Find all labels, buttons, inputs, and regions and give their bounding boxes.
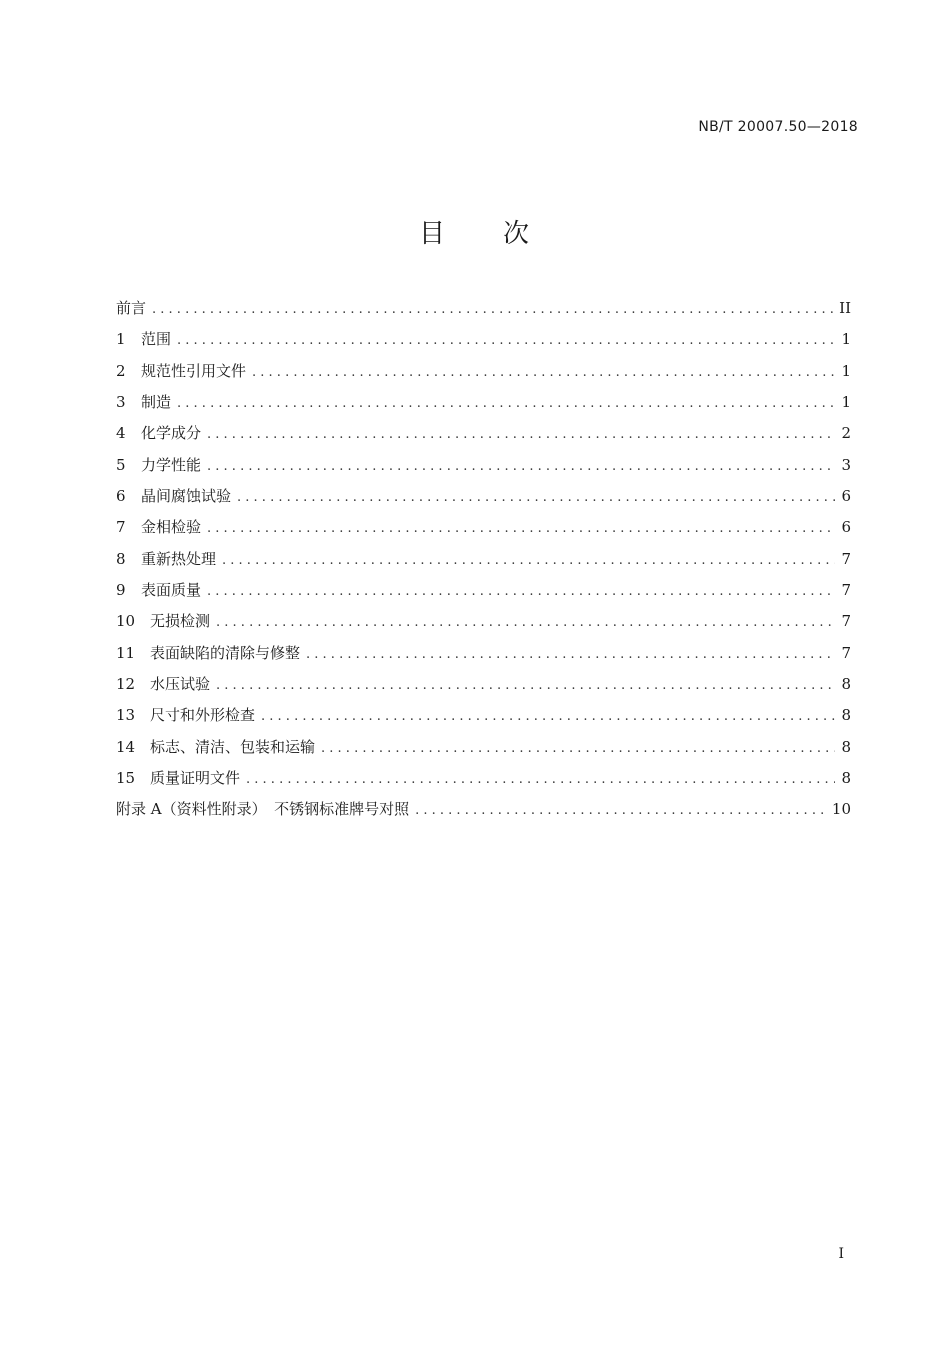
toc-item-label: 制造 [141, 392, 172, 411]
toc-item-page: 1 [841, 330, 851, 349]
toc-item-label: 尺寸和外形检查 [150, 706, 256, 725]
toc-item-foreword[interactable] [116, 293, 851, 324]
toc-item-label: 力学性能 [141, 455, 202, 474]
toc-item-normative-references[interactable] [116, 356, 851, 387]
toc-item-number: 8 [116, 549, 126, 568]
toc-item-number: 9 [116, 580, 126, 599]
dot-leader [216, 670, 835, 701]
dot-leader [207, 451, 835, 482]
dot-leader [306, 639, 835, 670]
toc-item-number: 14 [116, 737, 136, 756]
toc-item-label: 水压试验 [150, 674, 211, 693]
toc-item-intergranular-corrosion-test[interactable] [116, 481, 851, 512]
toc-item-page: 8 [841, 768, 851, 787]
dot-leader [261, 701, 835, 732]
toc-item-number: 3 [116, 392, 126, 411]
dot-leader [222, 545, 835, 576]
toc-item-page: 8 [841, 737, 851, 756]
toc-item-label: 金相检验 [141, 518, 202, 537]
toc-item-page: 3 [841, 455, 851, 474]
toc-item-number: 2 [116, 361, 126, 380]
toc-item-reheat-treatment[interactable] [116, 544, 851, 575]
toc-item-page: 10 [831, 800, 851, 819]
toc-item-manufacture[interactable] [116, 387, 851, 418]
toc-item-label: 前言 [116, 299, 147, 317]
dot-leader [177, 325, 835, 356]
toc-item-label: 无损检测 [150, 612, 211, 631]
toc-item-page: 7 [841, 549, 851, 568]
table-of-contents [116, 293, 851, 826]
toc-item-label: 标志、清洁、包装和运输 [150, 737, 316, 756]
toc-item-number: 11 [116, 643, 136, 662]
toc-item-label: 范围 [141, 330, 172, 349]
toc-item-page: 7 [841, 580, 851, 599]
dot-leader [216, 607, 835, 638]
toc-item-page: 7 [841, 612, 851, 631]
toc-item-label: 重新热处理 [141, 549, 217, 568]
toc-item-page: 6 [841, 518, 851, 537]
toc-item-label: 化学成分 [141, 424, 202, 443]
page-number: I [838, 1246, 844, 1262]
toc-item-number: 15 [116, 768, 136, 787]
toc-item-number: 12 [116, 674, 136, 693]
toc-item-page: 8 [841, 706, 851, 725]
toc-item-page: II [839, 299, 851, 317]
toc-item-mechanical-properties[interactable] [116, 450, 851, 481]
toc-item-label: 表面缺陷的清除与修整 [150, 643, 301, 662]
toc-item-marking-packaging[interactable] [116, 732, 851, 763]
toc-item-label: 规范性引用文件 [141, 361, 247, 380]
toc-item-annex-a[interactable] [116, 794, 851, 825]
toc-item-number: 5 [116, 455, 126, 474]
toc-item-surface-defect-removal[interactable] [116, 638, 851, 669]
toc-item-number: 4 [116, 424, 126, 443]
standard-number: NB/T 20007.50—2018 [698, 119, 858, 135]
toc-item-surface-quality[interactable] [116, 575, 851, 606]
dot-leader [177, 388, 835, 419]
toc-item-label: 质量证明文件 [150, 768, 241, 787]
dot-leader [207, 513, 835, 544]
toc-item-label: 晶间腐蚀试验 [141, 486, 232, 505]
dot-leader [152, 294, 833, 325]
dot-leader [252, 357, 835, 388]
toc-item-number: 1 [116, 330, 126, 349]
dot-leader [415, 795, 826, 826]
toc-item-hydrostatic-test[interactable] [116, 669, 851, 700]
toc-item-number: 13 [116, 706, 136, 725]
toc-item-page: 1 [841, 361, 851, 380]
toc-item-page: 6 [841, 486, 851, 505]
toc-item-number: 10 [116, 612, 136, 631]
dot-leader [207, 576, 835, 607]
dot-leader [246, 764, 835, 795]
toc-item-number: 7 [116, 518, 126, 537]
toc-item-quality-certificate[interactable] [116, 763, 851, 794]
toc-item-scope[interactable] [116, 324, 851, 355]
toc-item-page: 7 [841, 643, 851, 662]
toc-item-nondestructive-testing[interactable] [116, 606, 851, 637]
toc-item-chemical-composition[interactable] [116, 418, 851, 449]
dot-leader [237, 482, 835, 513]
toc-item-metallographic-examination[interactable] [116, 512, 851, 543]
toc-item-label: 附录 A（资料性附录） 不锈钢标准牌号对照 [116, 800, 410, 819]
toc-item-number: 6 [116, 486, 126, 505]
toc-item-page: 1 [841, 392, 851, 411]
toc-item-page: 2 [841, 424, 851, 443]
dot-leader [207, 419, 835, 450]
toc-item-page: 8 [841, 674, 851, 693]
page-title: 目 次 [418, 219, 531, 249]
toc-item-dimension-inspection[interactable] [116, 700, 851, 731]
dot-leader [321, 733, 835, 764]
toc-item-label: 表面质量 [141, 580, 202, 599]
